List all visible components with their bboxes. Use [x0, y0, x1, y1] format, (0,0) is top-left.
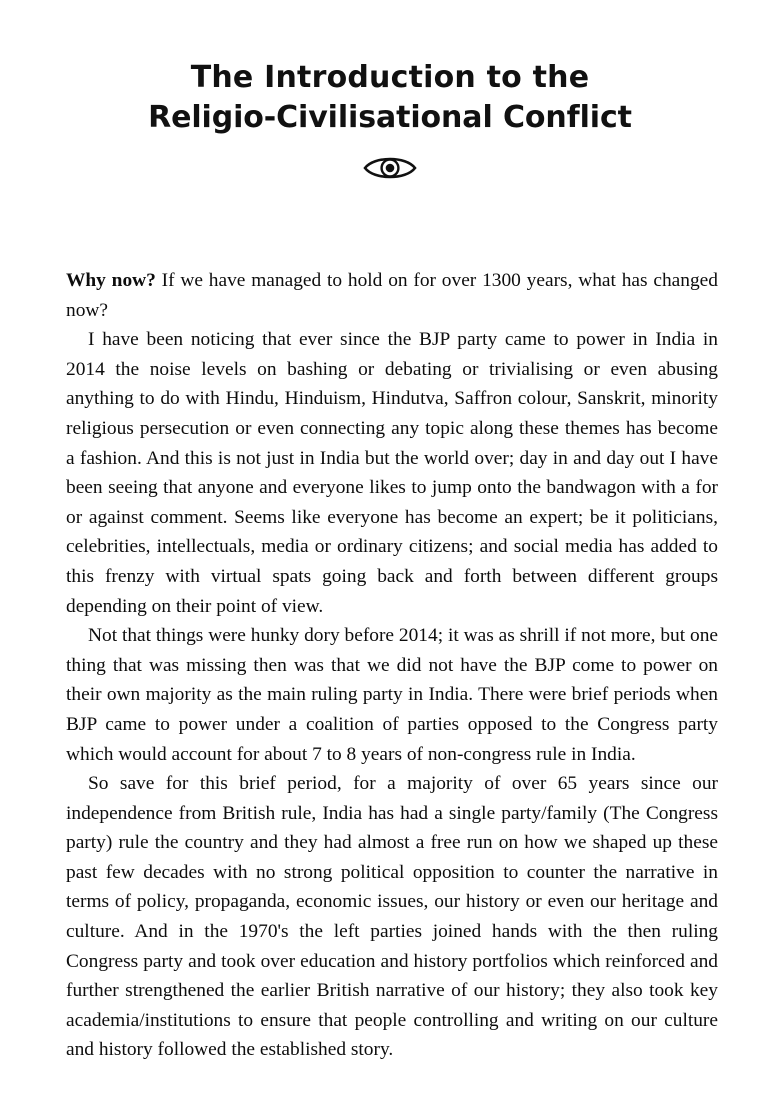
title-line-2: Religio-Civilisational Conflict	[148, 100, 632, 135]
chapter-header	[0, 0, 780, 184]
paragraph-3: Not that things were hunky dory before 2014; it was as shrill if not more, but one thing that was missing then was that we did not have the BJP come to power on their own majority as the main ruling party in India. There were brief periods when BJP came to power under a coalition of parties opposed to the Congress party which would account for about 7 to 8 years of non-congress rule in India.	[66, 625, 718, 765]
chapter-body	[0, 266, 780, 1065]
title-line-1: The Introduction to the	[190, 60, 590, 95]
eye-ornament-icon	[362, 152, 418, 184]
paragraph-2: I have been noticing that ever since the BJP party came to power in India in 2014 the noise levels on bashing or debating or trivialising or even abusing anything to do with Hindu, Hinduism, Hindutva, Saffron colour, Sanskrit, minority religious persecution or even connecting any topic along these themes has become a fashion. And this is not just in India but the world over; day in and day out I have been seeing that anyone and everyone likes to jump onto the bandwagon with a for or against comment. Seems like everyone has become an expert; be it politicians, celebrities, intellectuals, media or ordinary citizens; and social media has added to this frenzy with virtual spats going back and forth between different groups depending on their point of view.	[66, 329, 718, 617]
page-title	[0, 58, 780, 138]
paragraph-1-text: If we have managed to hold on for over 1300 years, what has changed now?	[66, 270, 718, 321]
paragraph-4: So save for this brief period, for a majority of over 65 years since our independence from British rule, India has had a single party/family (The Congress party) rule the country and they had almost a free run on how we shaped up these past few decades with no strong political opposition to counter the narrative in terms of policy, propaganda, economic issues, our history or even our heritage and culture. And in the 1970's the left parties joined hands with the then ruling Congress party and took over education and history portfolios which reinforced and further strengthened the earlier British narrative of our history; they also took key academia/institutions to ensure that people controlling and writing on our culture and history followed the established story.	[66, 773, 718, 1061]
paragraph-1	[66, 266, 718, 325]
paragraph-1-lead: Why now?	[66, 270, 156, 291]
